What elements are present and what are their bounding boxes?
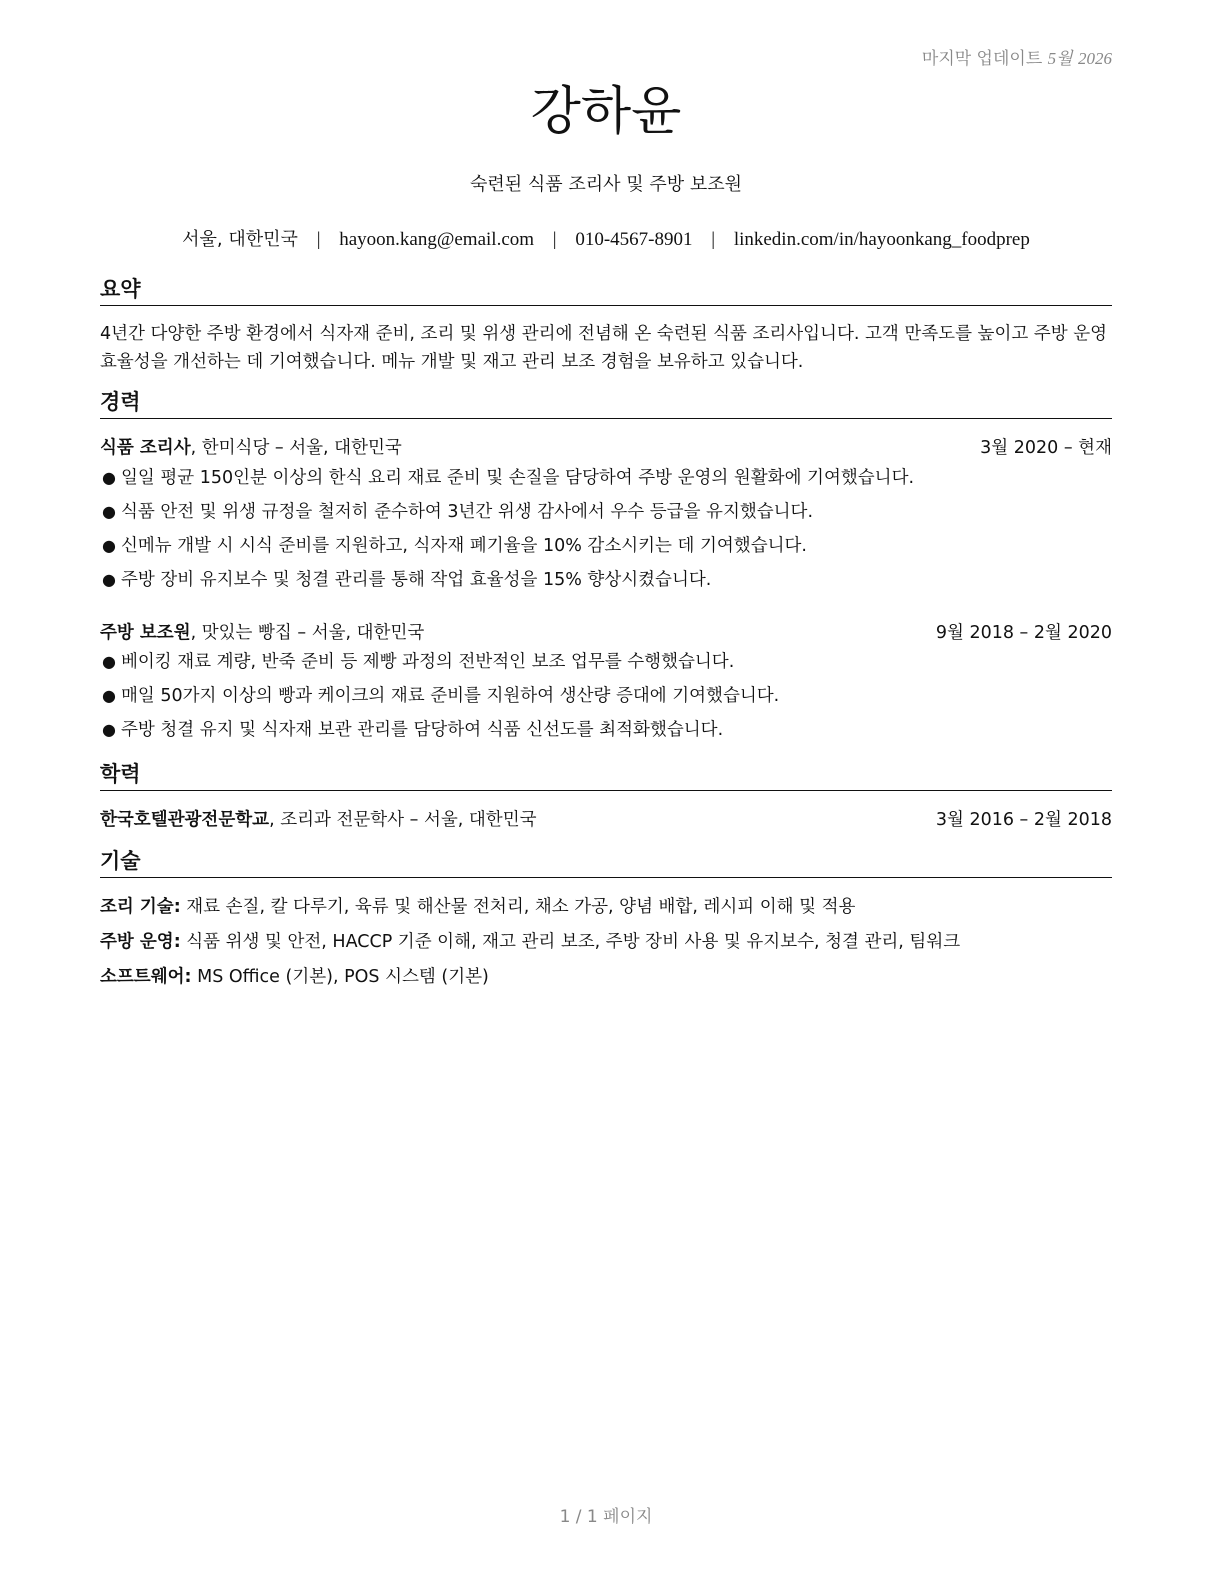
candidate-headline: 숙련된 식품 조리사 및 주방 보조원	[469, 174, 743, 195]
skill-label: 주방 운영:	[100, 932, 181, 952]
last-updated	[922, 44, 1112, 69]
bullet-icon: ●	[102, 468, 116, 487]
summary-text: 4년간 다양한 주방 환경에서 식자재 준비, 조리 및 위생 관리에 전념해 온 숙련된 식품 조리사입니다. 고객 만족도를 높이고 주방 운영 효율성을 개선하는 데 기여했습니다. 메뉴 개발 및 재고 관리 보조 경험을 보유하고 있습니다.	[100, 324, 1108, 372]
list-item: ● 일일 평균 150인분 이상의 한식 요리 재료 준비 및 손질을 담당하여 주방 운영의 원활화에 기여했습니다.	[100, 461, 1112, 495]
job-employer: , 한미식당 – 서울, 대한민국	[190, 438, 402, 458]
contact-separator: |	[552, 229, 557, 250]
job-header	[100, 619, 1112, 644]
bullet-icon: ●	[102, 652, 116, 671]
last-updated-month: 5월	[1047, 49, 1073, 68]
last-updated-label: 마지막 업데이트	[921, 49, 1043, 69]
contact-location: 서울, 대한민국	[182, 229, 298, 250]
education-line	[100, 806, 537, 831]
resume-page	[100, 0, 1112, 1584]
section-title-experience: 경력	[100, 389, 1112, 419]
contact-separator: |	[316, 229, 321, 250]
bullet-icon: ●	[102, 570, 116, 589]
list-item: ● 매일 50가지 이상의 빵과 케이크의 재료 준비를 지원하여 생산량 증대에 기여했습니다.	[100, 679, 1112, 713]
job-bullet-list	[100, 645, 1112, 747]
skill-label: 소프트웨어:	[100, 967, 192, 987]
skill-row	[100, 928, 1112, 953]
skill-row	[100, 893, 1112, 918]
candidate-name: 강하윤	[530, 82, 682, 142]
job-title-line	[100, 619, 424, 644]
job-role: 주방 보조원	[100, 623, 191, 643]
job-header	[100, 434, 1112, 459]
skill-text: MS Office (기본), POS 시스템 (기본)	[191, 967, 489, 987]
education-dates: 3월 2016 – 2월 2018	[935, 810, 1112, 830]
skill-label: 조리 기술:	[100, 897, 181, 917]
education-details: , 조리과 전문학사 – 서울, 대한민국	[269, 810, 537, 830]
bullet-icon: ●	[102, 536, 116, 555]
education-row	[100, 806, 1112, 831]
list-item: ● 베이킹 재료 계량, 반죽 준비 등 제빵 과정의 전반적인 보조 업무를 수행했습니다.	[100, 645, 1112, 679]
bullet-icon: ●	[102, 686, 116, 705]
contact-separator: |	[711, 229, 716, 250]
bullet-icon: ●	[102, 502, 116, 521]
bullet-icon: ●	[102, 720, 116, 739]
job-employer: , 맛있는 빵집 – 서울, 대한민국	[190, 623, 425, 643]
section-title-summary: 요약	[100, 276, 1112, 306]
list-item: ● 주방 청결 유지 및 식자재 보관 관리를 담당하여 식품 신선도를 최적화했습니다.	[100, 713, 1112, 747]
contact-line	[100, 225, 1112, 251]
last-updated-year: 2026	[1078, 49, 1112, 68]
section-title-skills: 기술	[100, 848, 1112, 878]
contact-linkedin-link[interactable]: linkedin.com/in/hayoonkang_foodprep	[733, 229, 1030, 250]
skill-row	[100, 963, 1112, 988]
skill-text: 재료 손질, 칼 다루기, 육류 및 해산물 전처리, 채소 가공, 양념 배합, 레시피 이해 및 적용	[180, 897, 856, 917]
list-item: ● 식품 안전 및 위생 규정을 철저히 준수하여 3년간 위생 감사에서 우수 등급을 유지했습니다.	[100, 495, 1112, 529]
job-dates: 3월 2020 – 현재	[980, 438, 1112, 458]
page-indicator: 1 / 1 페이지	[559, 1507, 653, 1527]
education-school: 한국호텔관광전문학교	[100, 810, 270, 830]
contact-phone: 010-4567-8901	[575, 229, 693, 250]
contact-email-link[interactable]: hayoon.kang@email.com	[339, 229, 535, 250]
section-title-education: 학력	[100, 761, 1112, 791]
list-item: ● 신메뉴 개발 시 시식 준비를 지원하고, 식자재 폐기율을 10% 감소시키는 데 기여했습니다.	[100, 529, 1112, 563]
list-item: ● 주방 장비 유지보수 및 청결 관리를 통해 작업 효율성을 15% 향상시켰습니다.	[100, 563, 1112, 597]
skill-text: 식품 위생 및 안전, HACCP 기준 이해, 재고 관리 보조, 주방 장비 사용 및 유지보수, 청결 관리, 팀워크	[180, 932, 961, 952]
job-role: 식품 조리사	[100, 438, 191, 458]
job-dates: 9월 2018 – 2월 2020	[935, 623, 1112, 643]
job-title-line	[100, 434, 402, 459]
job-bullet-list	[100, 461, 1112, 597]
